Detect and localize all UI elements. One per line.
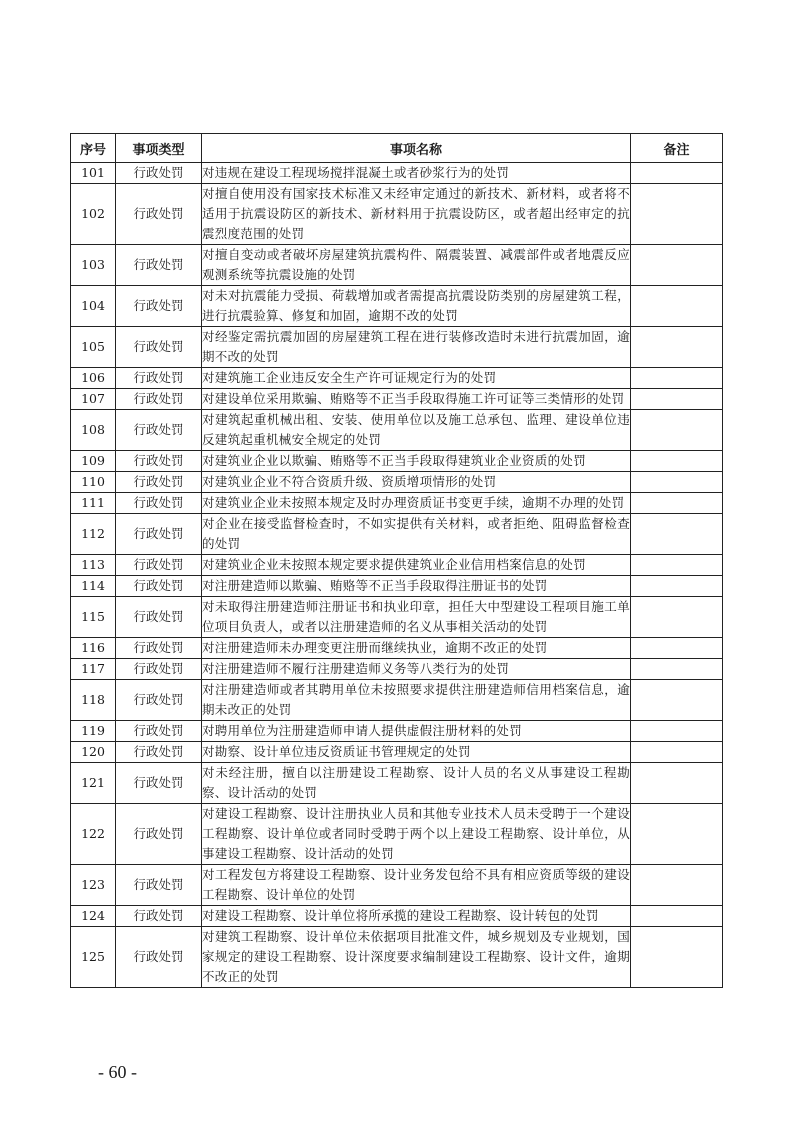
row-remark (631, 184, 723, 245)
row-remark (631, 245, 723, 286)
row-remark (631, 721, 723, 742)
row-type: 行政处罚 (116, 410, 202, 451)
row-type: 行政处罚 (116, 576, 202, 597)
row-name: 对建筑工程勘察、设计单位未依据项目批准文件，城乡规划及专业规划，国家规定的建设工程勘察、设计深度要求编制建设工程勘察、设计文件，逾期不改正的处罚 (202, 927, 631, 988)
table-row (71, 906, 723, 927)
row-remark (631, 472, 723, 493)
row-number: 118 (71, 680, 116, 721)
row-remark (631, 493, 723, 514)
row-type: 行政处罚 (116, 184, 202, 245)
row-number: 115 (71, 597, 116, 638)
row-name: 对建筑施工企业违反安全生产许可证规定行为的处罚 (202, 368, 631, 389)
header-name: 事项名称 (202, 134, 631, 163)
row-type: 行政处罚 (116, 451, 202, 472)
row-name: 对违规在建设工程现场搅拌混凝土或者砂浆行为的处罚 (202, 163, 631, 184)
row-type: 行政处罚 (116, 472, 202, 493)
table-row (71, 451, 723, 472)
row-remark (631, 804, 723, 865)
table-row (71, 368, 723, 389)
header-remark: 备注 (631, 134, 723, 163)
table-row (71, 286, 723, 327)
table-row (71, 576, 723, 597)
table-row (71, 680, 723, 721)
row-type: 行政处罚 (116, 163, 202, 184)
row-type: 行政处罚 (116, 597, 202, 638)
row-type: 行政处罚 (116, 865, 202, 906)
table-row (71, 410, 723, 451)
row-name: 对工程发包方将建设工程勘察、设计业务发包给不具有相应资质等级的建设工程勘察、设计单位的处罚 (202, 865, 631, 906)
row-name: 对注册建造师不履行注册建造师义务等八类行为的处罚 (202, 659, 631, 680)
row-type: 行政处罚 (116, 389, 202, 410)
row-type: 行政处罚 (116, 927, 202, 988)
row-remark (631, 742, 723, 763)
row-remark (631, 680, 723, 721)
row-name: 对建筑业企业以欺骗、贿赂等不正当手段取得建筑业企业资质的处罚 (202, 451, 631, 472)
table-row (71, 514, 723, 555)
table-row (71, 327, 723, 368)
row-number: 103 (71, 245, 116, 286)
row-type: 行政处罚 (116, 638, 202, 659)
table-row (71, 763, 723, 804)
row-remark (631, 638, 723, 659)
row-name: 对建设单位采用欺骗、贿赂等不正当手段取得施工许可证等三类情形的处罚 (202, 389, 631, 410)
row-remark (631, 389, 723, 410)
row-name: 对注册建造师以欺骗、贿赂等不正当手段取得注册证书的处罚 (202, 576, 631, 597)
row-remark (631, 906, 723, 927)
row-number: 104 (71, 286, 116, 327)
table-row (71, 865, 723, 906)
row-name: 对建筑起重机械出租、安装、使用单位以及施工总承包、监理、建设单位违反建筑起重机械安全规定的处罚 (202, 410, 631, 451)
table-row (71, 555, 723, 576)
table-row (71, 927, 723, 988)
table-row (71, 184, 723, 245)
row-number: 123 (71, 865, 116, 906)
row-name: 对未取得注册建造师注册证书和执业印章，担任大中型建设工程项目施工单位项目负责人，或者以注册建造师的名义从事相关活动的处罚 (202, 597, 631, 638)
row-type: 行政处罚 (116, 680, 202, 721)
row-remark (631, 597, 723, 638)
header-no: 序号 (71, 134, 116, 163)
row-remark (631, 286, 723, 327)
row-number: 113 (71, 555, 116, 576)
row-number: 114 (71, 576, 116, 597)
header-type: 事项类型 (116, 134, 202, 163)
row-name: 对建筑业企业未按照本规定及时办理资质证书变更手续，逾期不办理的处罚 (202, 493, 631, 514)
row-remark (631, 327, 723, 368)
row-number: 108 (71, 410, 116, 451)
row-type: 行政处罚 (116, 368, 202, 389)
table-row (71, 742, 723, 763)
row-name: 对擅自变动或者破坏房屋建筑抗震构件、隔震装置、减震部件或者地震反应观测系统等抗震设施的处罚 (202, 245, 631, 286)
row-remark (631, 368, 723, 389)
row-remark (631, 659, 723, 680)
table-row (71, 659, 723, 680)
table-row (71, 389, 723, 410)
row-number: 117 (71, 659, 116, 680)
row-type: 行政处罚 (116, 763, 202, 804)
row-remark (631, 514, 723, 555)
row-name: 对聘用单位为注册建造师申请人提供虚假注册材料的处罚 (202, 721, 631, 742)
row-remark (631, 763, 723, 804)
row-type: 行政处罚 (116, 327, 202, 368)
row-name: 对擅自使用没有国家技术标准又未经审定通过的新技术、新材料，或者将不适用于抗震设防区的新技术、新材料用于抗震设防区，或者超出经审定的抗震烈度范围的处罚 (202, 184, 631, 245)
row-type: 行政处罚 (116, 245, 202, 286)
row-number: 124 (71, 906, 116, 927)
row-remark (631, 555, 723, 576)
table-row (71, 638, 723, 659)
table-row (71, 804, 723, 865)
row-type: 行政处罚 (116, 721, 202, 742)
row-number: 107 (71, 389, 116, 410)
row-number: 112 (71, 514, 116, 555)
row-name: 对注册建造师或者其聘用单位未按照要求提供注册建造师信用档案信息，逾期未改正的处罚 (202, 680, 631, 721)
row-name: 对未经注册，擅自以注册建设工程勘察、设计人员的名义从事建设工程勘察、设计活动的处罚 (202, 763, 631, 804)
row-number: 125 (71, 927, 116, 988)
row-type: 行政处罚 (116, 659, 202, 680)
row-type: 行政处罚 (116, 514, 202, 555)
row-number: 119 (71, 721, 116, 742)
row-name: 对建设工程勘察、设计注册执业人员和其他专业技术人员未受聘于一个建设工程勘察、设计单位或者同时受聘于两个以上建设工程勘察、设计单位，从事建设工程勘察、设计活动的处罚 (202, 804, 631, 865)
row-number: 111 (71, 493, 116, 514)
page-number: - 60 - (98, 1062, 137, 1082)
table-row (71, 597, 723, 638)
row-name: 对建筑业企业不符合资质升级、资质增项情形的处罚 (202, 472, 631, 493)
row-name: 对注册建造师未办理变更注册而继续执业，逾期不改正的处罚 (202, 638, 631, 659)
row-name: 对企业在接受监督检查时，不如实提供有关材料，或者拒绝、阻碍监督检查的处罚 (202, 514, 631, 555)
row-name: 对未对抗震能力受损、荷载增加或者需提高抗震设防类别的房屋建筑工程，进行抗震验算、修复和加固，逾期不改的处罚 (202, 286, 631, 327)
row-remark (631, 865, 723, 906)
row-number: 101 (71, 163, 116, 184)
row-remark (631, 410, 723, 451)
row-remark (631, 927, 723, 988)
row-number: 109 (71, 451, 116, 472)
row-number: 122 (71, 804, 116, 865)
row-remark (631, 451, 723, 472)
table-row (71, 163, 723, 184)
row-remark (631, 576, 723, 597)
row-name: 对建设工程勘察、设计单位将所承揽的建设工程勘察、设计转包的处罚 (202, 906, 631, 927)
row-remark (631, 163, 723, 184)
row-number: 102 (71, 184, 116, 245)
row-name: 对经鉴定需抗震加固的房屋建筑工程在进行装修改造时未进行抗震加固，逾期不改的处罚 (202, 327, 631, 368)
row-type: 行政处罚 (116, 286, 202, 327)
table-row (71, 245, 723, 286)
row-number: 106 (71, 368, 116, 389)
row-name: 对勘察、设计单位违反资质证书管理规定的处罚 (202, 742, 631, 763)
items-table (70, 133, 723, 988)
row-type: 行政处罚 (116, 906, 202, 927)
row-type: 行政处罚 (116, 742, 202, 763)
row-type: 行政处罚 (116, 493, 202, 514)
row-number: 121 (71, 763, 116, 804)
row-type: 行政处罚 (116, 555, 202, 576)
row-number: 110 (71, 472, 116, 493)
row-number: 105 (71, 327, 116, 368)
row-number: 116 (71, 638, 116, 659)
table-header-row (71, 134, 723, 163)
row-name: 对建筑业企业未按照本规定要求提供建筑业企业信用档案信息的处罚 (202, 555, 631, 576)
row-type: 行政处罚 (116, 804, 202, 865)
table-row (71, 472, 723, 493)
row-number: 120 (71, 742, 116, 763)
table-row (71, 721, 723, 742)
table-row (71, 493, 723, 514)
